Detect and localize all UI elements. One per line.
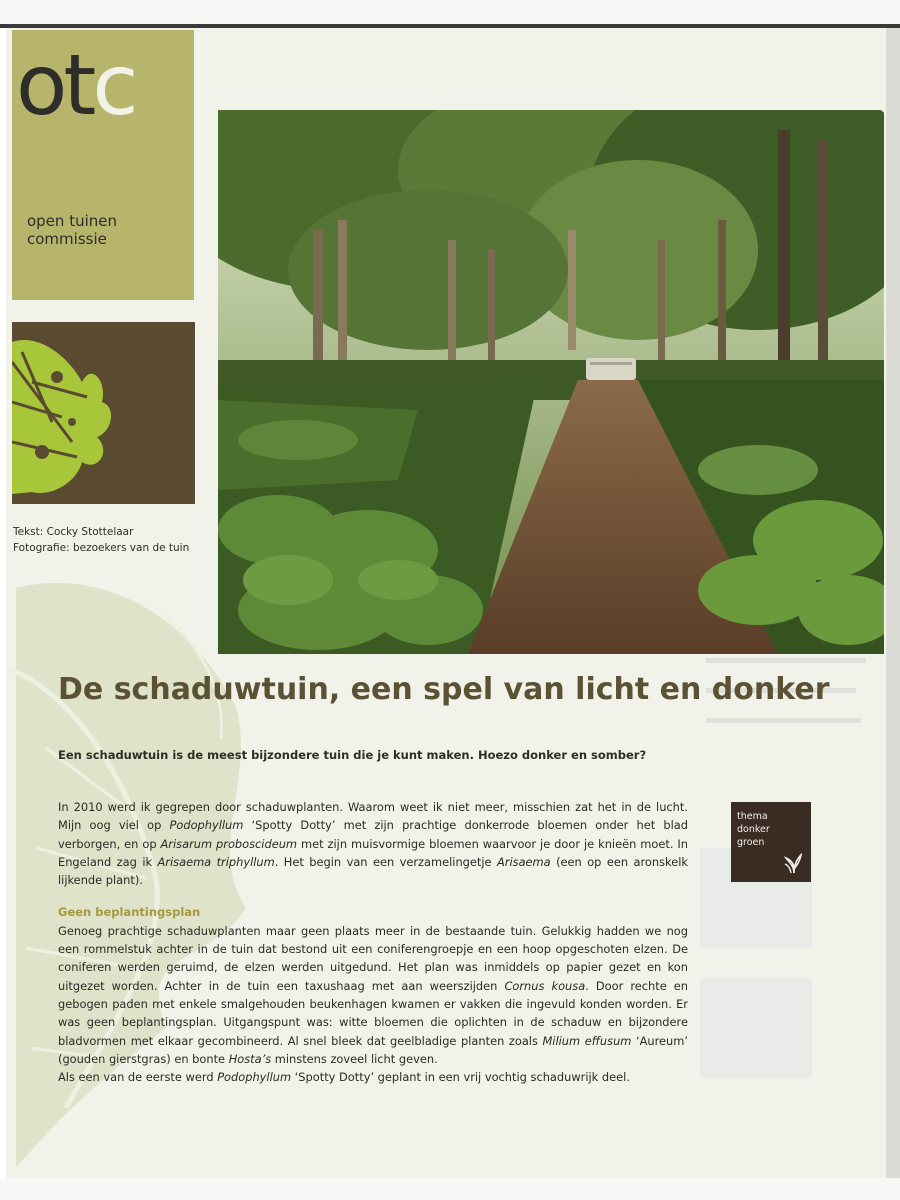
thema-label bbox=[737, 810, 770, 849]
plant-name: Hosta’s bbox=[228, 1051, 272, 1066]
text-run: ‘Spotty Dotty’ geplant in een vrij vochtig schaduwrijk deel. bbox=[291, 1070, 630, 1085]
paragraph bbox=[58, 922, 688, 1068]
credits bbox=[13, 524, 213, 556]
logo-letters: ot bbox=[16, 36, 93, 134]
article-title: De schaduwtuin, een spel van licht en donker bbox=[58, 672, 830, 707]
plant-name: Arisaema triphyllum bbox=[157, 854, 275, 869]
text-run: Genoeg prachtige schaduwplanten maar geen plaats meer in de bestaande tuin. Gelukkig hadden we nog een rommelstuk achter in de tuin dat bestond uit een coniferengroepje en een hoop opgeschoten elzen. De coniferen werden geruimd, de elzen werden uitgedund. Het plan was inmiddels op papier gezet en kon uitgezet worden. Achter in de tuin een taxushaag met aan weerszijden bbox=[58, 923, 688, 993]
paragraph bbox=[58, 1068, 688, 1086]
text-run: . Door rechte en gebogen paden met enkele smalgehouden beukenhagen kwamen er vakken die ingevuld konden worden. Er was geen beplantingsplan. Uitgangspunt was: witte bloemen die oplichten in de schaduw en bijzondere bladvormen met elkaar gecombineerd. Al snel bleek dat geelbladige planten zoals bbox=[58, 978, 689, 1048]
plant-name: Cornus kousa bbox=[504, 978, 586, 993]
ghost-print-image bbox=[700, 978, 812, 1078]
ghost-print bbox=[706, 658, 866, 663]
photo-credit: Fotografie: bezoekers van de tuin bbox=[13, 542, 190, 554]
logo-letter-accent: c bbox=[92, 36, 135, 134]
text-run: ‘Spotty Dotty’ met zijn prachtige donkerrode bloemen onder het blad verborgen, en op bbox=[58, 818, 688, 851]
text-run: . Het begin van een verzamelingetje bbox=[274, 854, 497, 869]
author-credit: Tekst: Cocky Stottelaar bbox=[13, 526, 134, 538]
logo-subtitle-line: commissie bbox=[27, 230, 107, 248]
thema-badge bbox=[731, 802, 811, 882]
scan-background-top bbox=[0, 0, 900, 26]
otc-logo bbox=[16, 36, 135, 134]
scan-background-bottom bbox=[0, 1178, 900, 1200]
magazine-page bbox=[6, 28, 886, 1178]
logo-subtitle bbox=[27, 212, 187, 248]
plant-name: Podophyllum bbox=[169, 818, 244, 833]
thema-line: thema bbox=[737, 811, 768, 822]
article-intro: Een schaduwtuin is de meest bijzondere tuin die je kunt maken. Hoezo donker en somber? bbox=[58, 748, 647, 762]
shade-garden-photo bbox=[218, 110, 884, 654]
leaf-sprout-icon bbox=[783, 852, 805, 874]
article-body bbox=[58, 798, 688, 1086]
thema-line: donker bbox=[737, 824, 770, 835]
plant-name: Milium effusum bbox=[542, 1033, 632, 1048]
leaf-icon bbox=[12, 322, 195, 504]
paragraph bbox=[58, 798, 688, 889]
thema-line: groen bbox=[737, 837, 765, 848]
text-run: Als een van de eerste werd bbox=[58, 1070, 218, 1085]
garden-photo-illustration bbox=[218, 110, 884, 654]
leaf-graphic bbox=[12, 322, 195, 504]
section-subheading: Geen beplantingsplan bbox=[58, 905, 201, 920]
plant-name: Podophyllum bbox=[217, 1070, 292, 1085]
logo-subtitle-line: open tuinen bbox=[27, 212, 117, 230]
text-run: minstens zoveel licht geven. bbox=[271, 1051, 438, 1066]
otc-logo-block bbox=[12, 30, 194, 300]
text-run: (een op een aronskelk lijkende plant). bbox=[58, 854, 688, 888]
plant-name: Arisaema bbox=[497, 854, 551, 869]
text-run: In 2010 werd ik gegrepen door schaduwplanten. Waarom weet ik niet meer, misschien zat het in de lucht. Mijn oog viel op bbox=[58, 800, 688, 833]
text-run: met zijn muisvormige bloemen waarvoor je door je knieën moet. In Engeland zag ik bbox=[58, 836, 688, 869]
text-run: ‘Aureum’ (gouden gierstgras) en bonte bbox=[58, 1033, 688, 1066]
ghost-print bbox=[706, 718, 861, 723]
page-right-edge bbox=[884, 28, 900, 1178]
plant-name: Arisarum proboscideum bbox=[160, 836, 298, 851]
